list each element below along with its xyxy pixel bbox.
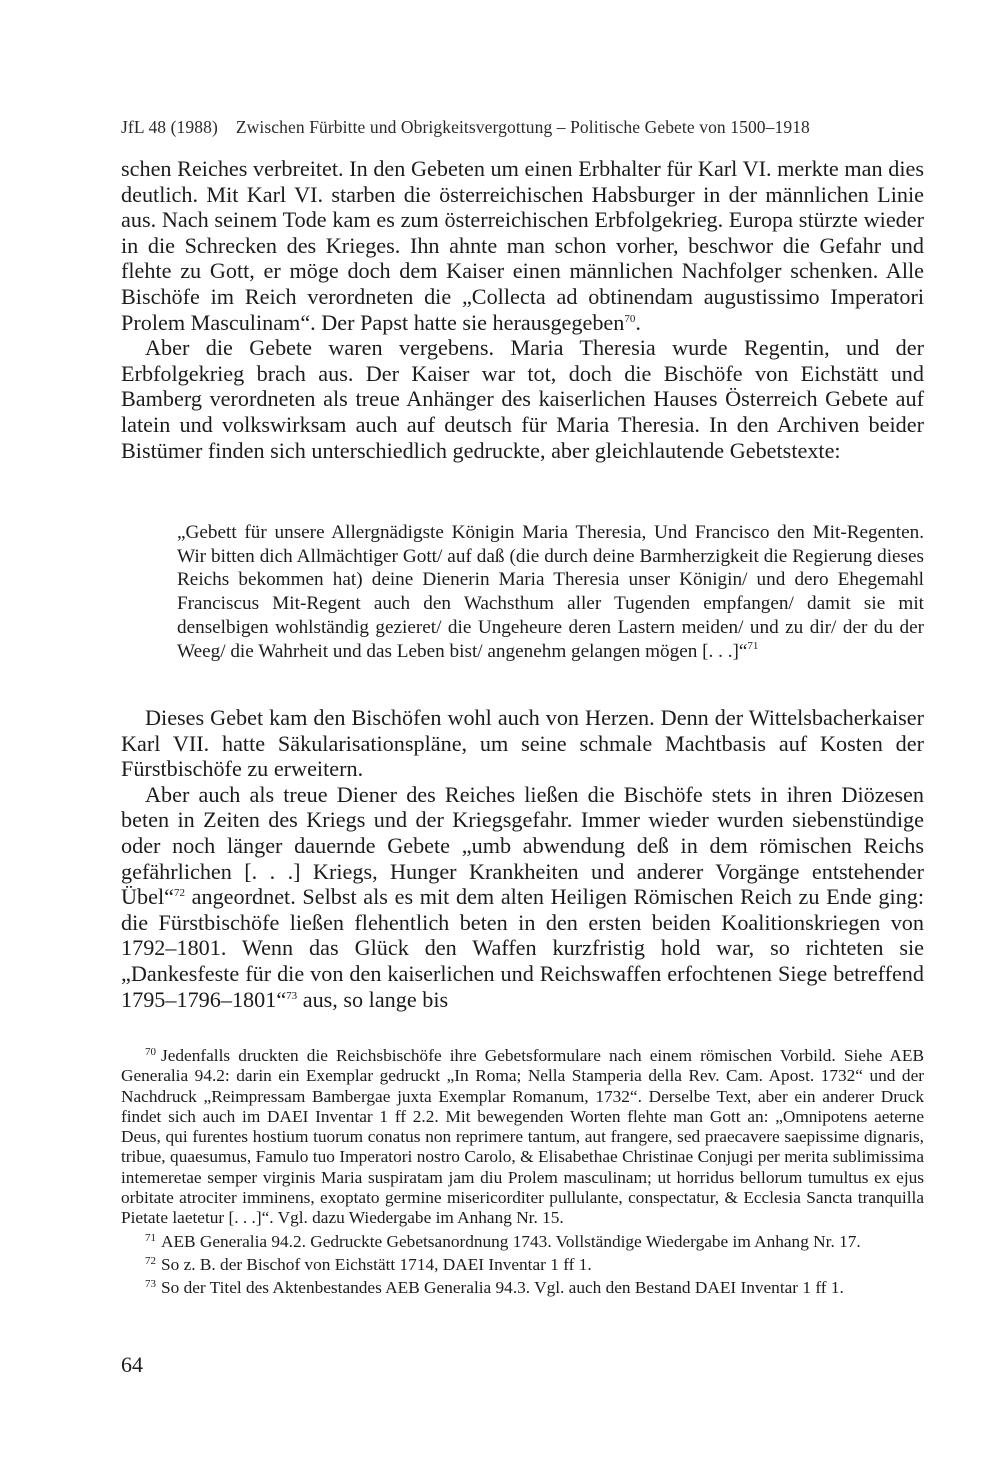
footnote-70 (121, 1046, 924, 1229)
paragraph-4: Aber auch als treue Diener des Reiches ließen die Bischöfe stets in ihren Diözesen beten in Zeiten des Kriegs und der Kriegsgefahr. Immer wieder wurden siebenstündige oder noch länger dauernde Gebete „umb abwendung deß in dem römischen Reichs gefährlichen [. . .] Kriegs, Hunger Krankheiten und anderer Vorgänge entstehender Übel“$^{72}$ angeordnet. Selbst als es mit dem alten Heiligen Römischen Reich zu Ende ging: die Fürstbischöfe ließen flehentlich beten in den ersten beiden Koalitionskriegen von 1792–1801. Wenn das Glück den Waffen kurzfristig hold war, so richteten sie „Dankesfeste für die von den kaiserlichen und Reichswaffen erfochtenen Siege betreffend 1795–1796–1801“$^{73}$ aus, so lange bis (121, 781, 924, 1012)
block-quote: „Gebett für unsere Allergnädigste Königin Maria Theresia, Und Francisco den Mit-Regenten. Wir bitten dich Allmächtiger Gott/ auf daß (die durch deine Barmherzigkeit die Regierung dieses Reichs bekommen hat) deine Dienerin Maria Theresia unser Königin/ und dero Ehegemahl Franciscus Mit-Regent auch den Wachsthum aller Tugenden empfangen/ damit sie mit denselbigen wohlständig gezieret/ die Ungeheure deren Lastern meiden/ und zu dir/ der du der Weeg/ die Wahrheit und das Leben bist/ angenehm gelangen mögen [. . .]“$^{71}$ (177, 522, 924, 662)
paragraph-3: Dieses Gebet kam den Bischöfen wohl auch von Herzen. Denn der Wittelsbacherkaiser Karl VII. hatte Säkularisationspläne, um seine schmale Machtbasis auf Kosten der Fürstbischöfe zu erweitern. (121, 705, 924, 782)
footnote-number: 70 (145, 1046, 156, 1058)
main-text-bottom (121, 705, 924, 1012)
paragraph-2: Aber die Gebete waren vergebens. Maria Theresia wurde Regentin, und der Erbfolgekrieg brach aus. Der Kaiser war tot, doch die Bischöfe von Eichstätt und Bamberg verordneten als treue Anhänger des kaiserlichen Hauses Österreich Gebete auf latein und volkswirksam auch auf deutsch für Maria Theresia. In den Archiven beider Bistümer finden sich unterschiedlich gedruckte, aber gleichlautende Gebetstexte: (121, 335, 924, 463)
paragraph-1: schen Reiches verbreitet. In den Gebeten um einen Erbhalter für Karl VI. merkte man dies deutlich. Mit Karl VI. starben die österreichischen Habsburger in der männlichen Linie aus. Nach seinem Tode kam es zum österreichischen Erbfolgekrieg. Europa stürzte wieder in die Schrecken des Krieges. Ihn ahnte man schon vorher, beschwor die Gefahr und flehte zu Gott, er möge doch dem Kaiser einen männlichen Nachfolger schenken. Alle Bischöfe im Reich verordneten die „Collecta ad obtinendam augustissimo Imperatori Prolem Masculinam“. Der Papst hatte sie herausgegeben$^{70}$. (121, 156, 924, 335)
running-header (121, 117, 926, 138)
footnote-ref-71[interactable]: 71 (747, 639, 759, 652)
footnote-text: AEB Generalia 94.2. Gedruckte Gebetsanordnung 1743. Vollständige Wiedergabe im Anhang Nr. 17. (161, 1231, 861, 1251)
journal-reference: JfL 48 (1988) (121, 117, 218, 137)
page-number: 64 (121, 1352, 143, 1377)
footnote-number: 73 (145, 1278, 156, 1291)
footnote-ref-70[interactable]: 70 (624, 312, 636, 325)
running-title: Zwischen Fürbitte und Obrigkeitsvergottung – Politische Gebete von 1500–1918 (235, 117, 810, 137)
footnote-number: 71 (145, 1231, 156, 1244)
footnote-ref-72[interactable]: 72 (173, 887, 185, 900)
footnote-ref-73[interactable]: 73 (286, 989, 298, 1002)
footnotes (121, 1046, 924, 1301)
footnote-72 (121, 1255, 924, 1275)
footnote-71 (121, 1232, 924, 1252)
footnote-text: So der Titel des Aktenbestandes AEB Generalia 94.3. Vgl. auch den Bestand DAEI Inventar 1 ff 1. (161, 1278, 844, 1298)
main-text-top (121, 156, 924, 463)
footnote-text: So z. B. der Bischof von Eichstätt 1714, DAEI Inventar 1 ff 1. (161, 1254, 592, 1274)
footnote-number: 72 (145, 1254, 156, 1267)
footnote-73 (121, 1278, 924, 1298)
footnote-text: Jedenfalls druckten die Reichsbischöfe ihre Gebetsformulare nach einem römischen Vorbild. Siehe AEB Generalia 94.2: darin ein Exemplar gedruckt „In Roma; Nella Stamperia della Rev. Cam. Apost. 1732“ und der Nachdruck „Reimpressam Bambergae juxta Exemplar Romanum, 1732“. Derselbe Text, aber ein anderer Druck findet sich auch im DAEI Inventar 1 ff 2.2. Mit bewegenden Worten flehte man Gott an: „Omnipotens aeterne Deus, qui furentes hostium tuorum conatus non reprimere tantum, aut frangere, sed praecavere saepissime dignaris, tribue, quaesumus, Famulo tuo Imperatori nostro Carolo, & Elisabethae Christinae Conjugi per merita sublimissima intemeretae semper virginis Maria suspiratam jam diu Prolem masculinam; ut horridus bellorum tumultus ex ejus orbitate atrociter imminens, exoptato germine misericorditer pullulante, conspectatur, & Ecclesia Sancta tranquilla Pietate laetetur [. . .]“. Vgl. dazu Wiedergabe im Anhang Nr. 15. (121, 1046, 924, 1228)
